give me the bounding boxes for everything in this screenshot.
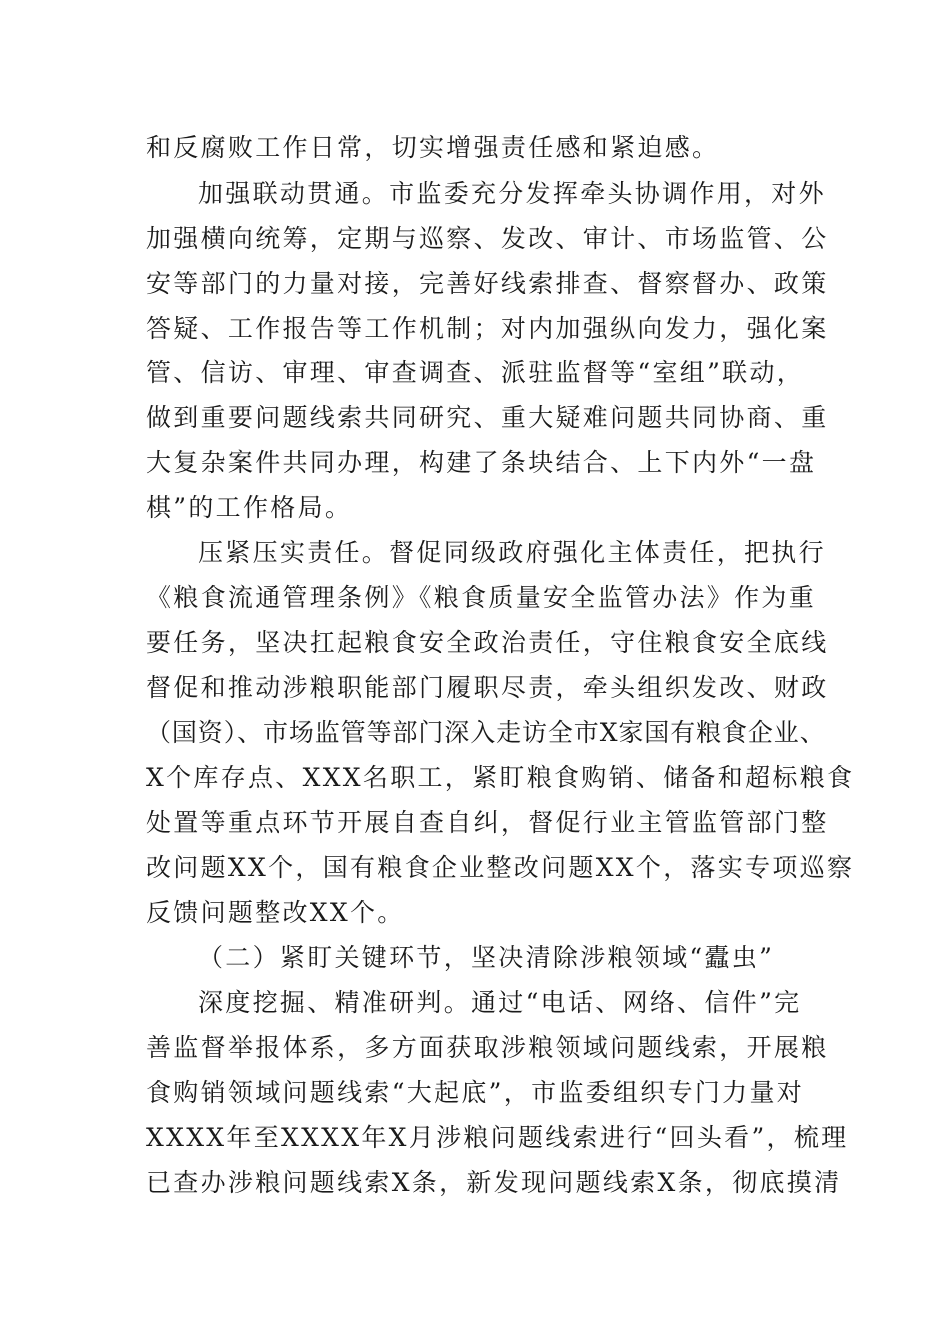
text-line: 大复杂案件共同办理，构建了条块结合、上下内外“一盘 <box>146 448 817 477</box>
text-line: 加强联动贯通。市监委充分发挥牵头协调作用，对外 <box>198 179 826 208</box>
text-line: XXXX年至XXXX年X月涉粮问题线索进行“回头看”，梳理 <box>146 1123 849 1152</box>
text-line: 管、信访、审理、审查调查、派驻监督等“室组”联动， <box>146 358 805 387</box>
text-line: 压紧压实责任。督促同级政府强化主体责任，把执行 <box>198 538 826 567</box>
text-line: 已查办涉粮问题线索X条，新发现问题线索X条，彻底摸清 <box>146 1168 842 1197</box>
text-line: 改问题XX个，国有粮食企业整改问题XX个，落实专项巡察 <box>146 853 855 882</box>
text-line: 安等部门的力量对接，完善好线索排查、督察督办、政策 <box>146 269 829 298</box>
text-line: （国资）、市场监管等部门深入走访全市X家国有粮食企业、 <box>146 718 826 747</box>
text-line: 深度挖掘、精准研判。通过“电话、网络、信件”完 <box>198 988 802 1017</box>
section-heading: （二）紧盯关键环节，坚决清除涉粮领域“蠹虫” <box>198 943 775 972</box>
text-line: X个库存点、XXX名职工，紧盯粮食购销、储备和超标粮食 <box>146 763 855 792</box>
text-line: 《粮食流通管理条例》《粮食质量安全监管办法》作为重 <box>146 583 817 612</box>
text-line: 要任务，坚决扛起粮食安全政治责任，守住粮食安全底线 <box>146 628 829 657</box>
text-line: 做到重要问题线索共同研究、重大疑难问题共同协商、重 <box>146 403 829 432</box>
text-line: 处置等重点环节开展自查自纠，督促行业主管监管部门整 <box>146 808 829 837</box>
text-line: 和反腐败工作日常，切实增强责任感和紧迫感。 <box>146 133 720 162</box>
text-line: 督促和推动涉粮职能部门履职尽责，牵头组织发改、财政 <box>146 673 829 702</box>
text-line: 答疑、工作报告等工作机制；对内加强纵向发力，强化案 <box>146 314 829 343</box>
text-line: 加强横向统筹，定期与巡察、发改、审计、市场监管、公 <box>146 224 829 253</box>
text-line: 反馈问题整改XX个。 <box>146 898 405 927</box>
text-line: 食购销领域问题线索“大起底”，市监委组织专门力量对 <box>146 1078 805 1107</box>
text-line: 善监督举报体系，多方面获取涉粮领域问题线索，开展粮 <box>146 1033 829 1062</box>
text-line: 棋”的工作格局。 <box>146 493 353 522</box>
